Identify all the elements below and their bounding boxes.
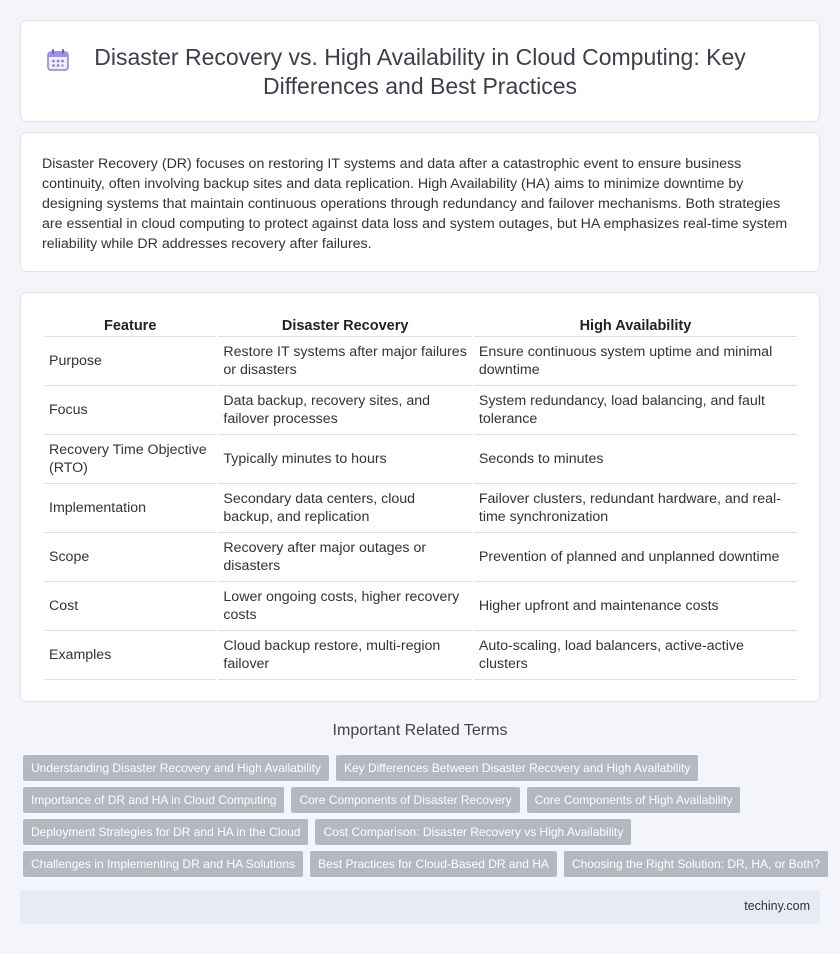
- table-row: [44, 435, 797, 484]
- disaster-recovery-cell: Secondary data centers, cloud backup, and replication: [218, 484, 471, 533]
- related-term-link[interactable]: Cost Comparison: Disaster Recovery vs High Availability: [315, 819, 631, 845]
- high-availability-cell: System redundancy, load balancing, and fault tolerance: [474, 386, 797, 435]
- tag-row: [23, 819, 823, 845]
- feature-cell: Recovery Time Objective (RTO): [44, 435, 216, 484]
- footer-site-name: techiny.com: [744, 899, 810, 913]
- related-terms-heading: Important Related Terms: [332, 722, 508, 739]
- table-row: [44, 631, 797, 680]
- tag-row: [23, 787, 823, 813]
- column-header-disaster-recovery: Disaster Recovery: [218, 315, 471, 337]
- feature-cell: Cost: [44, 582, 216, 631]
- related-term-link[interactable]: Understanding Disaster Recovery and High Availability: [23, 755, 329, 781]
- high-availability-cell: Failover clusters, redundant hardware, and real-time synchronization: [474, 484, 797, 533]
- related-term-link[interactable]: Choosing the Right Solution: DR, HA, or Both?: [564, 851, 828, 877]
- tag-row: [23, 755, 823, 781]
- table-row: [44, 337, 797, 386]
- comparison-table-card: [20, 292, 820, 702]
- intro-card: [20, 132, 820, 272]
- related-term-link[interactable]: Importance of DR and HA in Cloud Computing: [23, 787, 284, 813]
- disaster-recovery-cell: Lower ongoing costs, higher recovery costs: [218, 582, 471, 631]
- table-header-row: [44, 315, 797, 337]
- related-term-link[interactable]: Best Practices for Cloud-Based DR and HA: [310, 851, 557, 877]
- table-row: [44, 533, 797, 582]
- column-header-feature: Feature: [44, 315, 216, 337]
- related-term-link[interactable]: Core Components of High Availability: [527, 787, 741, 813]
- high-availability-cell: Prevention of planned and unplanned downtime: [474, 533, 797, 582]
- high-availability-cell: Seconds to minutes: [474, 435, 797, 484]
- intro-paragraph: Disaster Recovery (DR) focuses on restoring IT systems and data after a catastrophic event to ensure business continuity, often involving backup sites and data replication. High Availability (HA) aims to minimize downtime by designing systems that maintain continuous operations through redundancy and failover mechanisms. Both strategies are essential in cloud computing to protect against data loss and system outages, but HA emphasizes real-time system reliability while DR addresses recovery after failures.: [42, 156, 788, 252]
- title-card: [20, 20, 820, 122]
- page-title: Disaster Recovery vs. High Availability in Cloud Computing: Key Differences and Best Practices: [94, 44, 746, 99]
- comparison-table: [42, 315, 799, 680]
- feature-cell: Scope: [44, 533, 216, 582]
- disaster-recovery-cell: Restore IT systems after major failures or disasters: [218, 337, 471, 386]
- disaster-recovery-cell: Cloud backup restore, multi-region failover: [218, 631, 471, 680]
- related-term-link[interactable]: Deployment Strategies for DR and HA in the Cloud: [23, 819, 308, 845]
- related-term-link[interactable]: Key Differences Between Disaster Recovery and High Availability: [336, 755, 698, 781]
- disaster-recovery-cell: Data backup, recovery sites, and failover processes: [218, 386, 471, 435]
- disaster-recovery-cell: Typically minutes to hours: [218, 435, 471, 484]
- high-availability-cell: Ensure continuous system uptime and minimal downtime: [474, 337, 797, 386]
- table-row: [44, 484, 797, 533]
- related-term-link[interactable]: Core Components of Disaster Recovery: [291, 787, 519, 813]
- feature-cell: Implementation: [44, 484, 216, 533]
- high-availability-cell: Higher upfront and maintenance costs: [474, 582, 797, 631]
- footer: [20, 890, 820, 924]
- table-row: [44, 386, 797, 435]
- high-availability-cell: Auto-scaling, load balancers, active-active clusters: [474, 631, 797, 680]
- related-term-link[interactable]: Challenges in Implementing DR and HA Solutions: [23, 851, 303, 877]
- disaster-recovery-cell: Recovery after major outages or disasters: [218, 533, 471, 582]
- feature-cell: Focus: [44, 386, 216, 435]
- feature-cell: Examples: [44, 631, 216, 680]
- column-header-high-availability: High Availability: [474, 315, 797, 337]
- table-row: [44, 582, 797, 631]
- tag-row: [23, 851, 823, 877]
- feature-cell: Purpose: [44, 337, 216, 386]
- related-terms-list: [23, 755, 823, 883]
